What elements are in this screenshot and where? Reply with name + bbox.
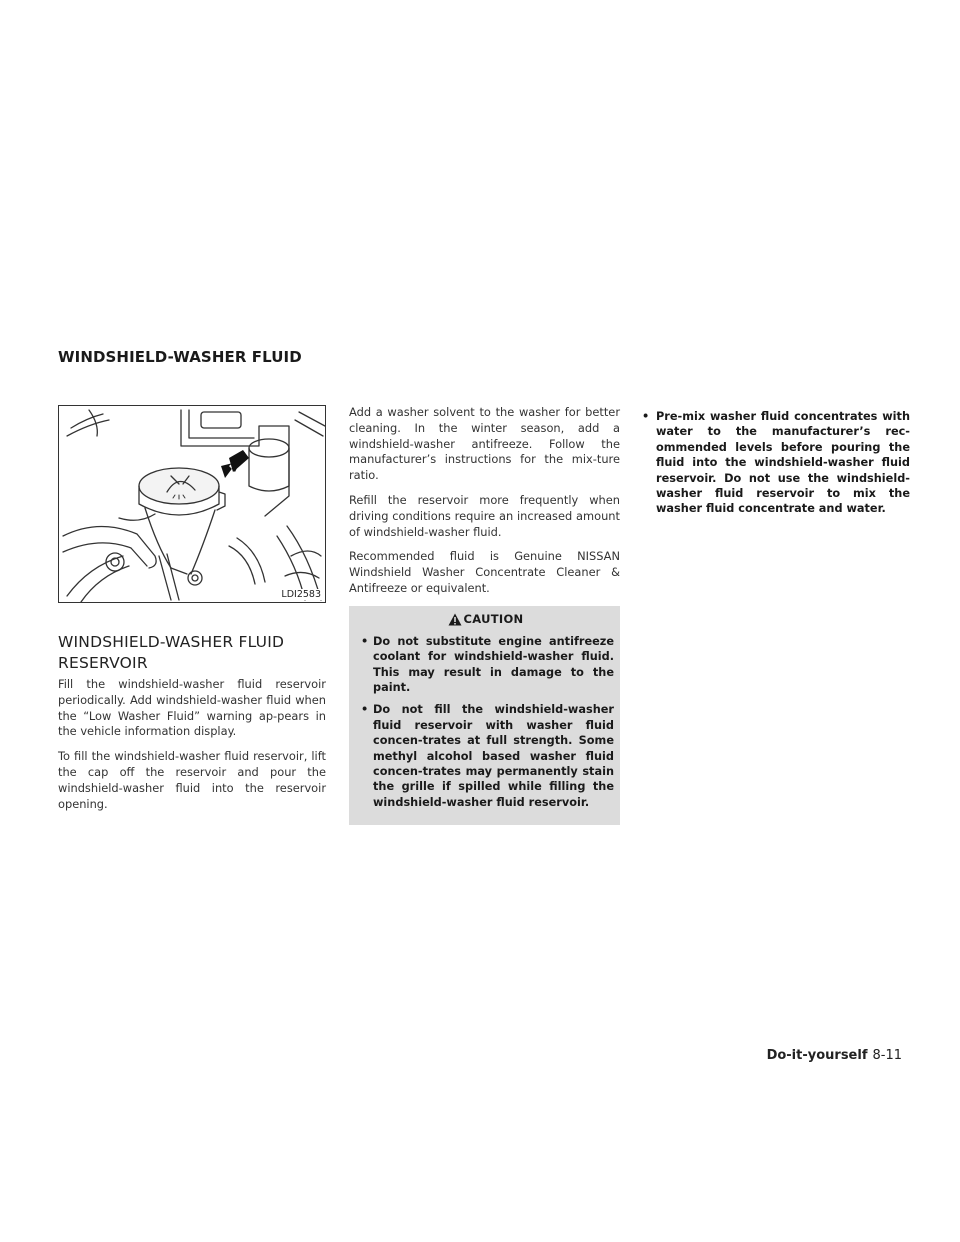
caution-header xyxy=(357,612,614,626)
section-title: WINDSHIELD-WASHER FLUID xyxy=(58,348,302,366)
caution-title: CAUTION xyxy=(463,611,524,626)
paragraph: Refill the reservoir more frequently when driving conditions require an increased amount of windshield-washer fluid. xyxy=(349,492,620,539)
caution-item: • Do not fill the windshield-washer fluid reservoir with washer fluid concen-trates at full strength. Some methyl alcohol based washer fluid concen-trates may permanently stain the grille if spilled while filling the windshield-washer fluid reservoir. xyxy=(357,702,614,810)
paragraph: Fill the windshield-washer fluid reservoir periodically. Add windshield-washer fluid when the “Low Washer Fluid” warning ap-pears in the vehicle information display. xyxy=(58,677,326,739)
column-1 xyxy=(58,677,326,821)
paragraph: To fill the windshield-washer fluid reservoir, lift the cap off the reservoir and pour the windshield-washer fluid into the reservoir opening. xyxy=(58,749,326,811)
reservoir-illustration xyxy=(58,405,326,603)
page-number: 8-11 xyxy=(872,1048,902,1063)
paragraph: Recommended fluid is Genuine NISSAN Windshield Washer Concentrate Cleaner & Antifreeze or equivalent. xyxy=(349,549,620,595)
caution-item: • Pre-mix washer fluid concentrates with water to the manufacturer’s rec-ommended levels before pouring the fluid into the windshield-washer fluid reservoir. Do not use the windshield-washer fluid reservoir to mix the washer fluid concentrate and water. xyxy=(638,409,910,517)
column-3 xyxy=(638,409,910,524)
chapter-name: Do-it-yourself xyxy=(766,1048,868,1063)
reservoir-drawing xyxy=(59,406,326,603)
page-footer xyxy=(767,1048,902,1063)
figure-code: LDI2583 xyxy=(281,589,321,600)
reservoir-heading: WINDSHIELD-WASHER FLUID RESERVOIR xyxy=(58,633,285,672)
warning-triangle-icon xyxy=(448,613,462,626)
paragraph: Add a washer solvent to the washer for better cleaning. In the winter season, add a windshield-washer antifreeze. Follow the manufacturer’s instructions for the mix-ture ratio. xyxy=(349,405,620,483)
column-2 xyxy=(349,405,620,825)
caution-item: • Do not substitute engine antifreeze coolant for windshield-washer fluid. This may result in damage to the paint. xyxy=(357,634,614,696)
caution-box xyxy=(349,606,620,825)
